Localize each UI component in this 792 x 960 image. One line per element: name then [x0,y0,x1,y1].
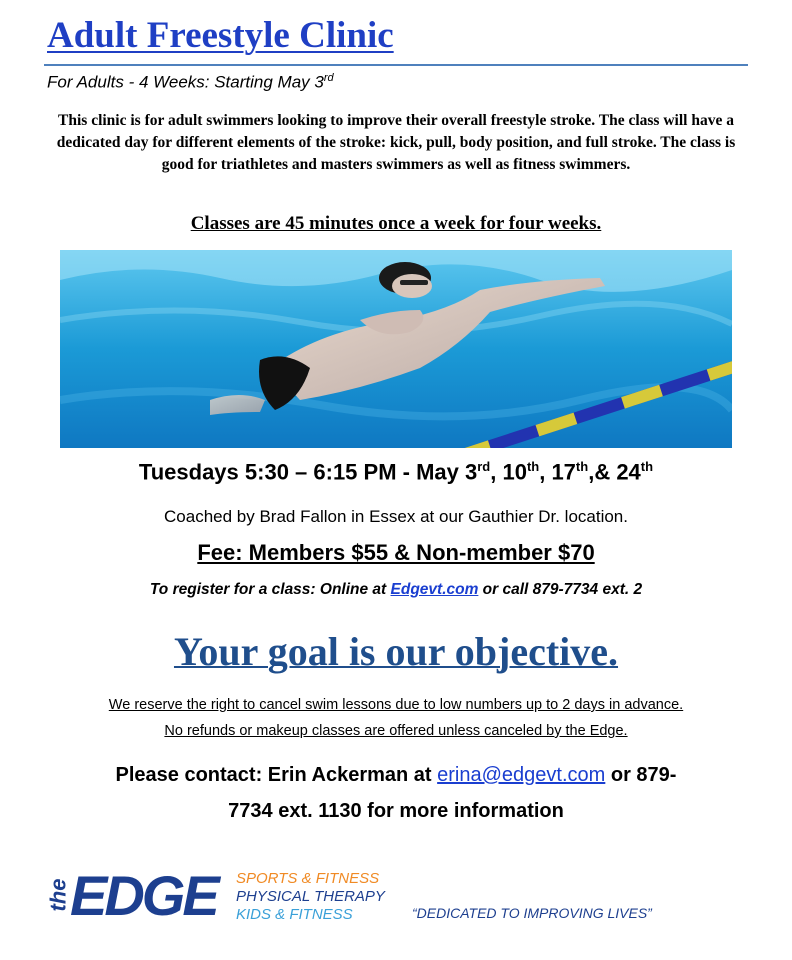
register-prefix: To register for a class: Online at [149,581,391,598]
register-suffix: or call 879-7734 ext. 2 [478,581,643,598]
swimmer-photo [60,250,732,448]
schedule-date-4: ,& 24 [588,459,641,485]
subtitle-text: For Adults - 4 Weeks: Starting May 3 [47,72,324,92]
swimmer-illustration [60,250,732,448]
title-divider [44,64,748,66]
subtitle-superscript: rd [323,72,334,84]
logo-the-text: the [45,878,71,912]
classes-duration: Classes are 45 minutes once a week for four weeks. [190,213,602,234]
contact-line-1 [0,764,792,787]
intro-paragraph: This clinic is for adult swimmers looking to improve their overall freestyle stroke. The class will have a dedicated day for different elements of the stroke: kick, pull, body position, and full stroke. The class is good for triathletes and masters swimmers as well as fitness swimmers. [56,112,736,173]
schedule-sup-1: rd [477,459,491,474]
logo-therapy-line: PHYSICAL THERAPY [236,888,385,905]
fee-line: Fee: Members $55 & Non-member $70 [197,540,595,565]
schedule-prefix: Tuesdays 5:30 – 6:15 PM - May 3 [138,459,478,485]
contact-prefix: Please contact: Erin Ackerman at [115,764,438,786]
policy-line-2: No refunds or makeup classes are offered unless canceled by the Edge. [164,723,628,739]
subtitle [47,72,334,93]
email-link[interactable]: erina@edgevt.com [437,764,606,786]
schedule-line [0,459,792,485]
goal-headline: Your goal is our objective. [173,629,619,674]
tagline: “DEDICATED TO IMPROVING LIVES” [412,905,652,921]
schedule-sup-4: th [640,459,654,474]
website-link[interactable]: Edgevt.com [390,581,479,598]
register-line [0,581,792,599]
schedule-date-3: , 17 [539,459,576,485]
policy-line-1: We reserve the right to cancel swim lessons due to low numbers up to 2 days in advance. [108,697,684,713]
logo-kids-line: KIDS & FITNESS [236,906,353,923]
contact-suffix: or 879- [605,764,677,786]
schedule-sup-2: th [526,459,540,474]
contact-line-2: 7734 ext. 1130 for more information [228,800,564,822]
coach-line: Coached by Brad Fallon in Essex at our Gauthier Dr. location. [164,507,628,526]
logo-sports-line: SPORTS & FITNESS [236,870,380,887]
page-title: Adult Freestyle Clinic [47,15,394,56]
schedule-date-2: , 10 [490,459,527,485]
edge-logo [45,860,398,940]
schedule-sup-3: th [575,459,589,474]
logo-edge-text: EDGE [70,864,217,927]
